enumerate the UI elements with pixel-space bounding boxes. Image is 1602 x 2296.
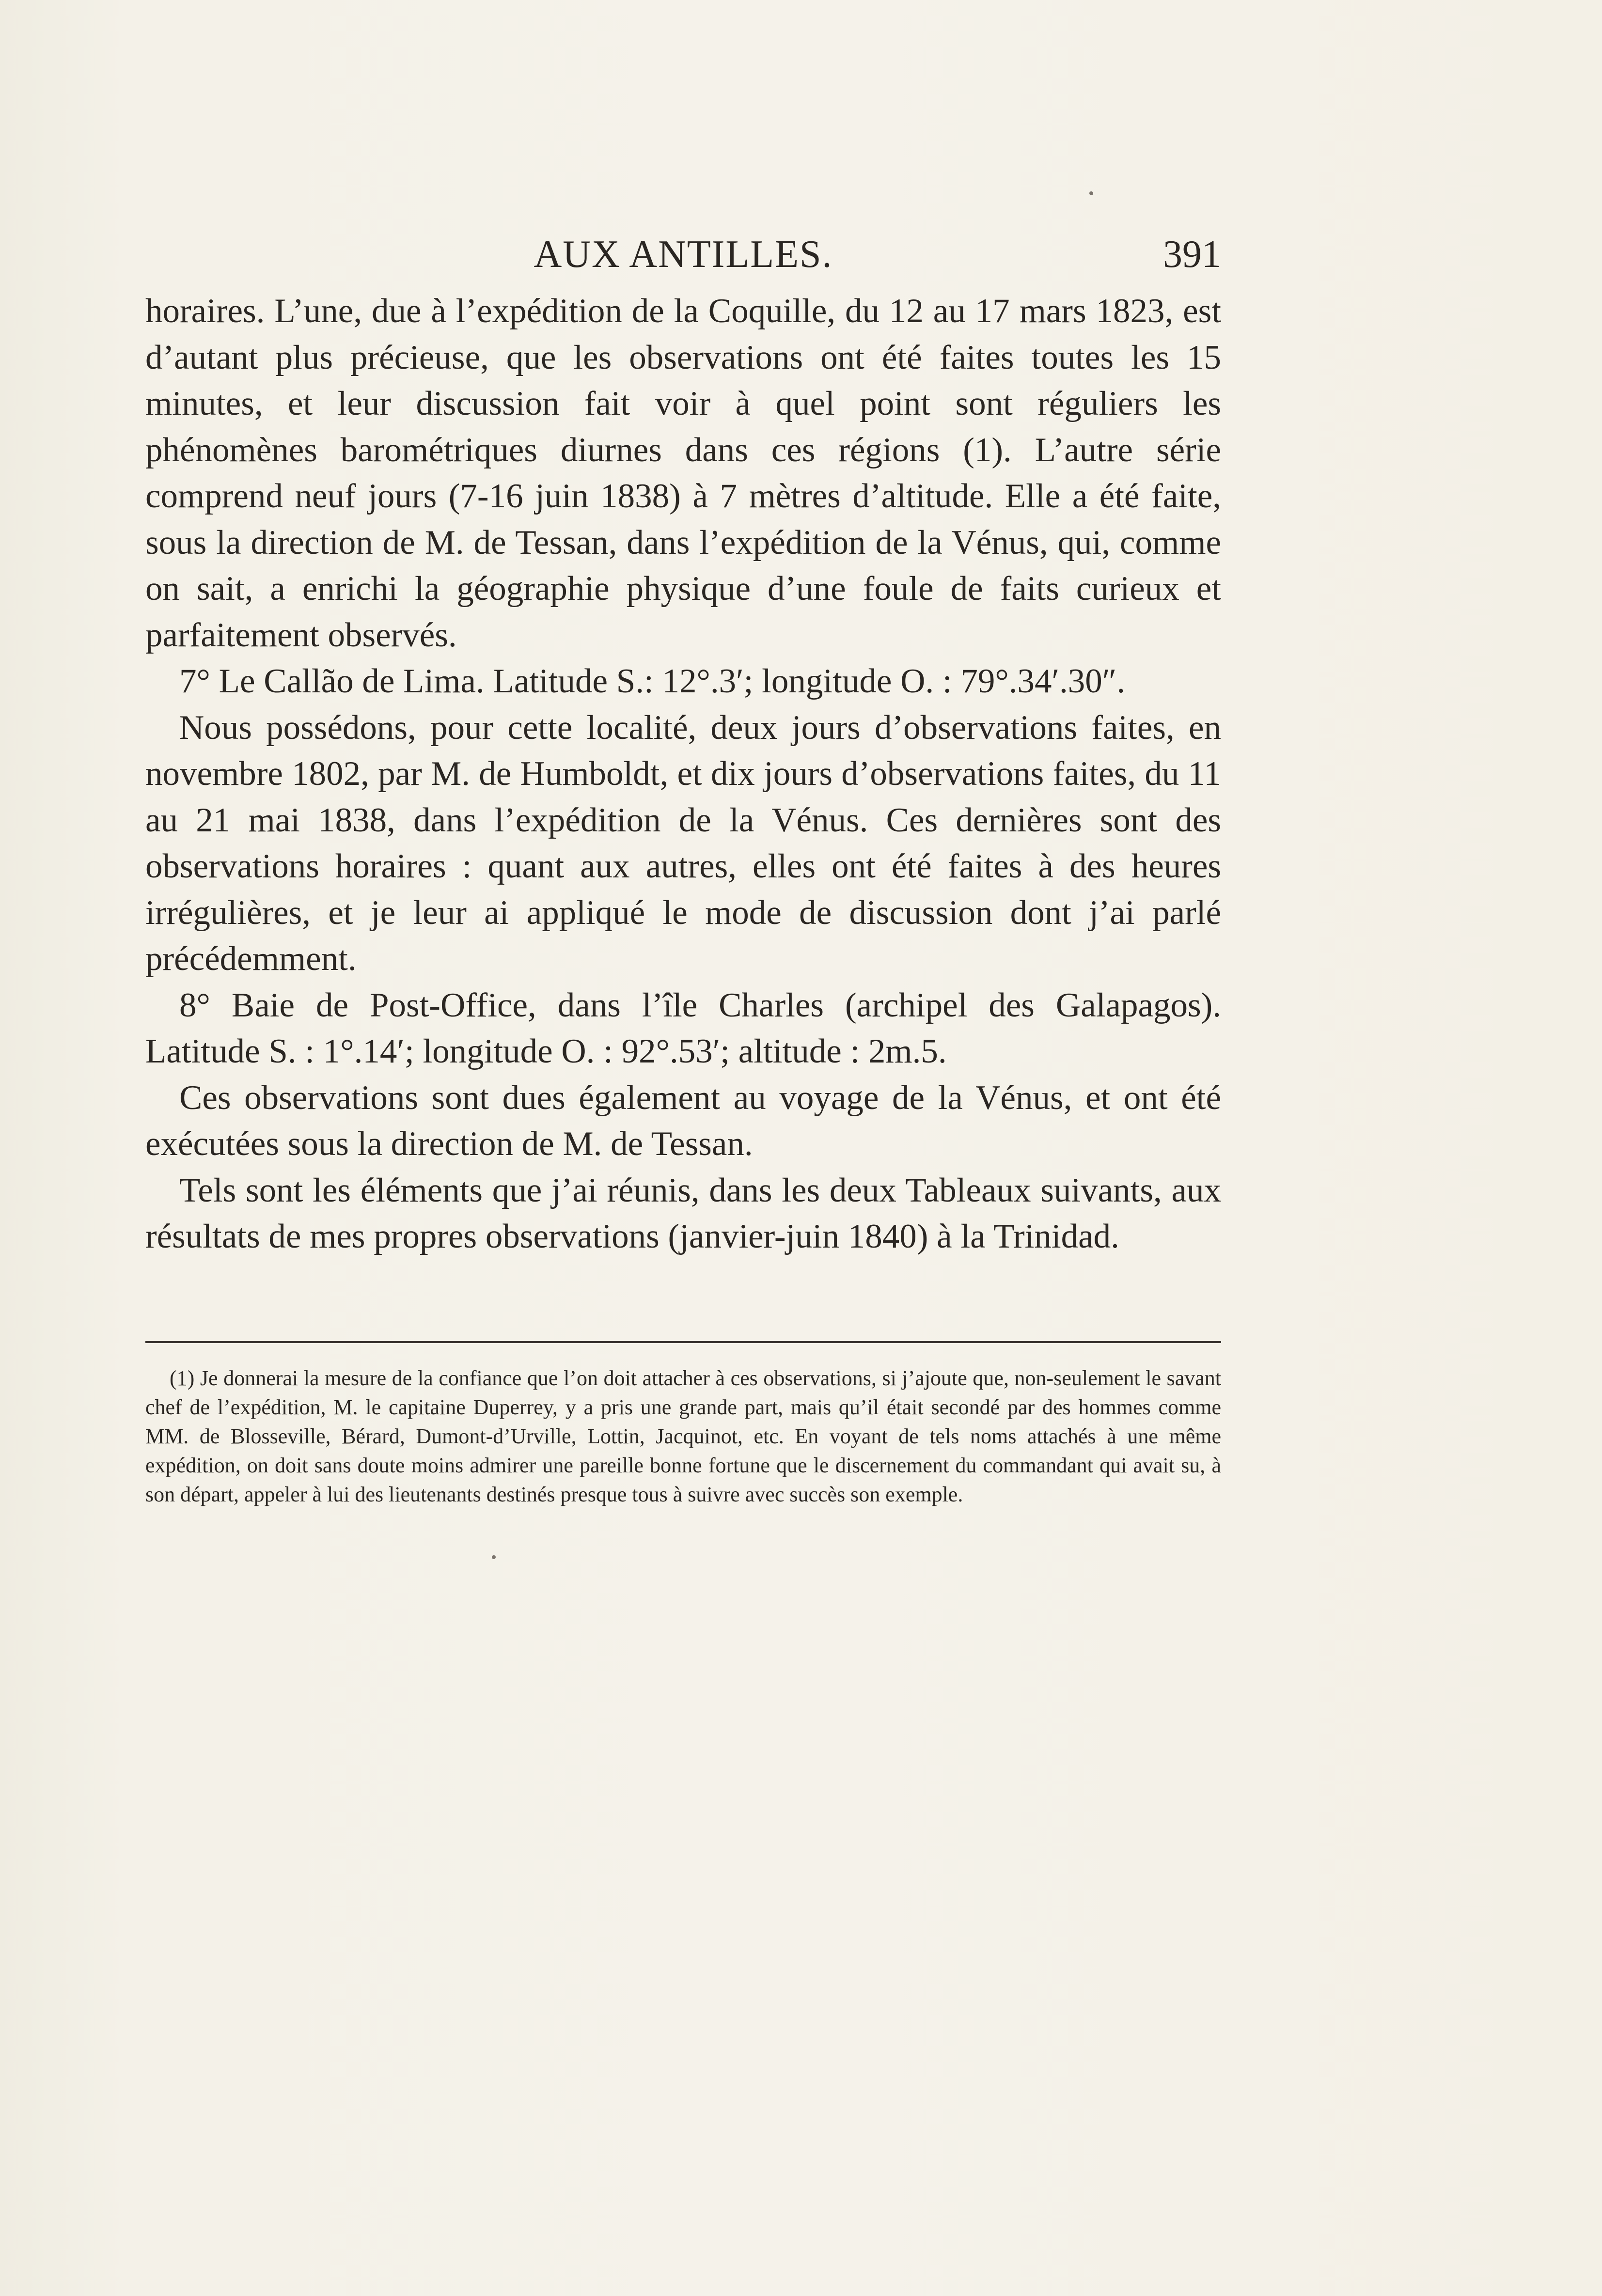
footnote: (1) Je donnerai la mesure de la confiance que l’on doit attacher à ces observations, si j’ajoute que, non-seulement le savant chef de l’expédition, M. le capitaine Duperrey, y a pris une grande part, mais qu’il était secondé par des hommes comme MM. de Blosseville, Bérard, Dumont-d’Urville, Lottin, Jacquinot, etc. En voyant de tels noms attachés à une même expédition, on doit sans doute moins admirer une pareille bonne fortune que le discernement du commandant qui avait su, à son départ, appeler à lui des lieutenants destinés presque tous à suivre avec succès son exemple. — [145, 1366, 1221, 1506]
paragraph-summary: Tels sont les éléments que j’ai réunis, dans les deux Tableaux suivants, aux résultats de mes propres observations (janvier-juin 1840) à la Trinidad. — [145, 1171, 1221, 1255]
paragraph-continuation: horaires. L’une, due à l’expédition de la Coquille, du 12 au 17 mars 1823, est d’autant plus précieuse, que les observations ont été faites toutes les 15 minutes, et leur discussion fait voir à quel point sont réguliers les phénomènes barométriques diurnes dans ces régions (1). L’autre série comprend neuf jours (7-16 juin 1838) à 7 mètres d’altitude. Elle a été faite, sous la direction de M. de Tessan, dans l’expédition de la Vénus, qui, comme on sait, a enrichi la géographie physique d’une foule de faits curieux et parfaitement observés. — [145, 292, 1221, 654]
paper-speck — [1089, 191, 1093, 195]
running-head: AUX ANTILLES. — [534, 233, 833, 276]
paragraph-callao-observations: Nous possédons, pour cette localité, deux jours d’observations faites, en novembre 1802, par M. de Humboldt, et dix jours d’observations faites, du 11 au 21 mai 1838, dans l’expédition de la Vénus. Ces dernières sont des observations horaires : quant aux autres, elles ont été faites à des heures irrégulières, et je leur ai appliqué le mode de discussion dont j’ai parlé précédemment. — [145, 708, 1221, 978]
paragraph-post-office-heading: 8° Baie de Post-Office, dans l’île Charles (archipel des Galapagos). Latitude S. : 1°.14′; longitude O. : 92°.53′; altitude : 2m.5. — [145, 986, 1221, 1070]
footnote-rule — [145, 1341, 1221, 1343]
page-number: 391 — [1163, 233, 1221, 276]
page-header — [145, 233, 1221, 286]
body-text — [145, 288, 1221, 1260]
paper-speck — [492, 1555, 496, 1559]
paragraph-callao-heading: 7° Le Callão de Lima. Latitude S.: 12°.3′; longitude O. : 79°.34′.30″. — [179, 662, 1126, 700]
paragraph-post-office-observations: Ces observations sont dues également au voyage de la Vénus, et ont été exécutées sous la direction de M. de Tessan. — [145, 1078, 1221, 1163]
